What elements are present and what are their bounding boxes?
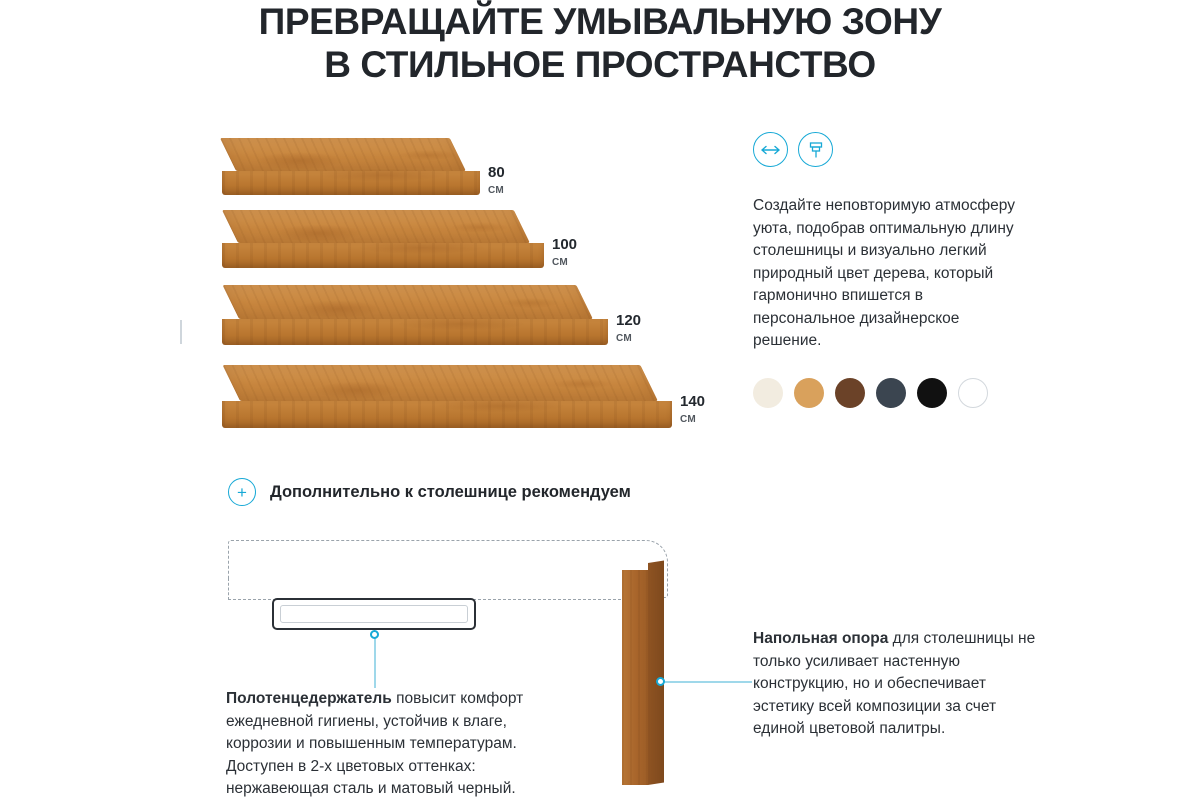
towel-holder-caption-bold: Полотенцедержатель: [226, 690, 392, 707]
board-dimension-120: [616, 312, 641, 347]
width-arrows-icon: [753, 132, 788, 167]
recommend-heading: [228, 478, 631, 506]
floor-support-caption-text: для столешницы не только усиливает настенную конструкцию, но и обеспечивает эстетику всей композиции за счет единой цветовой палитры.: [753, 630, 1036, 737]
holder-connector-line: [374, 634, 376, 688]
towel-holder-caption-text: повысит комфорт ежедневной гигиены, устойчив к влаге, коррозии и повышенным температурам. Доступен в 2-х цветовых оттенках: нержавеющая сталь и матовый черный.: [226, 690, 524, 797]
board-dimension-100: [552, 236, 577, 271]
scale-tick: [180, 320, 182, 344]
floor-support-leg: [622, 570, 648, 785]
board-dimension-140: [680, 393, 705, 428]
board-row-80: [222, 138, 505, 196]
support-connector-dot: [656, 677, 665, 686]
dimension-unit: СМ: [680, 414, 697, 425]
dimension-value: 120: [616, 312, 642, 329]
board-dimension-80: [488, 164, 505, 199]
countertop-outline-front: [228, 578, 626, 600]
right-info-panel: [753, 132, 1053, 408]
swatch-white[interactable]: [958, 378, 988, 408]
board-front-edge: [222, 171, 480, 195]
board-140: [222, 365, 672, 428]
board-row-140: [222, 365, 706, 428]
page-title: [0, 0, 1200, 86]
dimension-value: 140: [680, 393, 706, 410]
swatch-oak[interactable]: [794, 378, 824, 408]
right-panel-description: Создайте неповторимую атмосферу уюта, подобрав оптимальную длину столешницы и визуально легкий природный цвет дерева, который гармонично впишется в персональное дизайнерское решение.: [753, 197, 1015, 349]
board-100: [222, 210, 544, 268]
color-swatches: [753, 378, 1053, 408]
dimension-value: 100: [552, 236, 578, 253]
paint-brush-icon: [798, 132, 833, 167]
board-row-120: [222, 285, 642, 345]
towel-holder-caption: [226, 688, 556, 800]
support-connector-line: [662, 681, 752, 683]
headline-line-2: В СТИЛЬНОЕ ПРОСТРАНСТВО: [324, 44, 876, 85]
headline-line-1: ПРЕВРАЩАЙТЕ УМЫВАЛЬНУЮ ЗОНУ: [258, 1, 942, 42]
towel-holder-shape: [272, 598, 476, 630]
floor-support-caption-bold: Напольная опора: [753, 630, 889, 647]
board-row-100: [222, 210, 578, 268]
board-80: [222, 138, 480, 195]
dimension-value: 80: [488, 164, 505, 181]
board-120: [222, 285, 608, 345]
board-front-edge: [222, 401, 672, 428]
board-front-edge: [222, 319, 608, 345]
board-size-comparison: [0, 120, 740, 450]
dimension-unit: СМ: [616, 333, 633, 344]
board-top-surface: [222, 210, 530, 243]
floor-support-leg-side: [648, 560, 664, 785]
board-front-edge: [222, 243, 544, 268]
swatch-ivory[interactable]: [753, 378, 783, 408]
swatch-graphite[interactable]: [876, 378, 906, 408]
holder-connector-dot: [370, 630, 379, 639]
board-top-surface: [222, 285, 593, 319]
plus-icon: +: [228, 478, 256, 506]
floor-support-caption: [753, 628, 1038, 741]
swatch-walnut[interactable]: [835, 378, 865, 408]
dimension-unit: СМ: [552, 257, 569, 268]
feature-icons: [753, 132, 1053, 167]
dimension-unit: СМ: [488, 185, 505, 196]
swatch-black[interactable]: [917, 378, 947, 408]
board-top-surface: [222, 365, 658, 401]
recommend-title: Дополнительно к столешнице рекомендуем: [270, 482, 631, 501]
board-top-surface: [220, 138, 466, 171]
